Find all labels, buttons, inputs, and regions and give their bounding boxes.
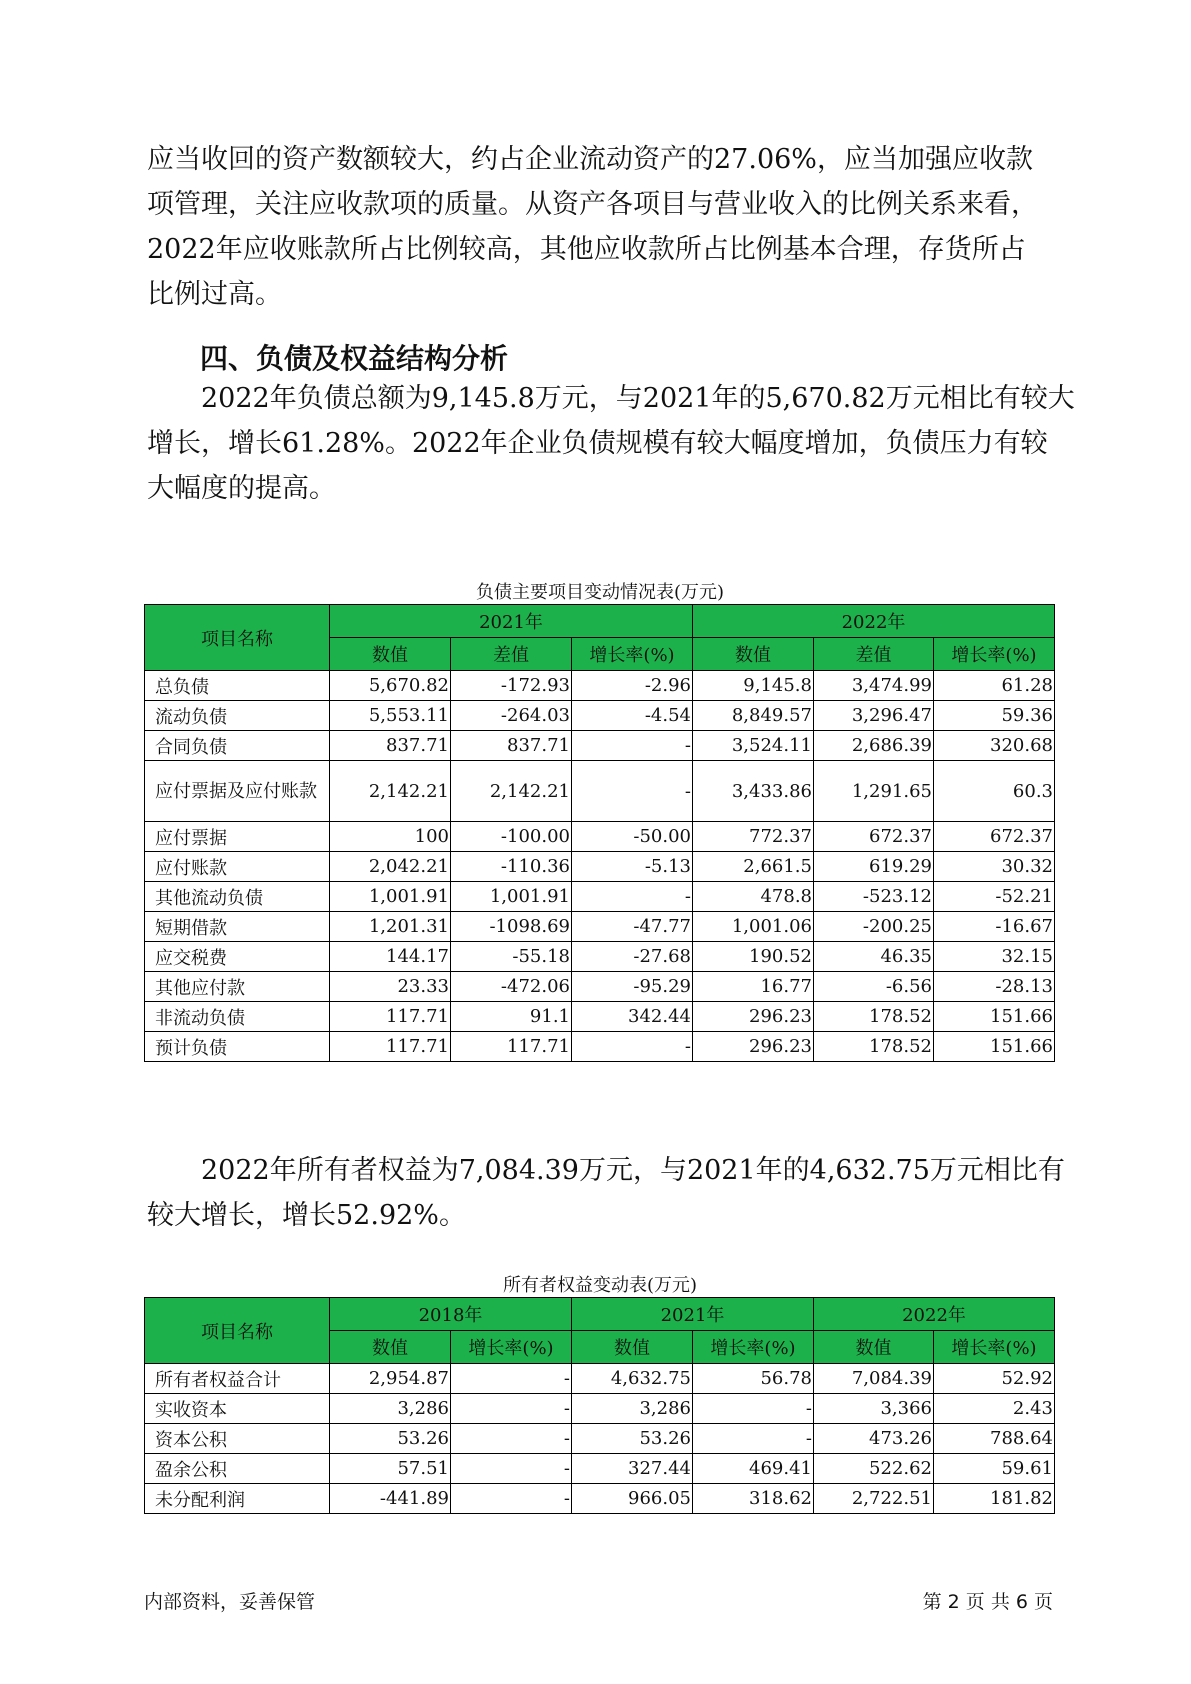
- table-cell: -: [451, 1454, 572, 1484]
- table-cell: 7,084.39: [814, 1364, 934, 1394]
- table-row: [145, 942, 1055, 972]
- table-cell: -1098.69: [451, 912, 572, 942]
- table-cell: -52.21: [934, 882, 1055, 912]
- column-header: 增长率(%): [451, 1331, 572, 1364]
- column-header: 数值: [330, 1331, 451, 1364]
- text-line: 应当收回的资产数额较大，约占企业流动资产的27.06%，应当加强应收款: [147, 144, 1033, 175]
- table-cell: 3,286: [572, 1394, 693, 1424]
- column-header: 数值: [330, 638, 451, 671]
- table-cell: 178.52: [814, 1002, 934, 1032]
- text-line: 项管理，关注应收款项的质量。从资产各项目与营业收入的比例关系来看，: [147, 189, 1038, 220]
- table-cell: -95.29: [572, 972, 693, 1002]
- liability-table: [144, 604, 1055, 1062]
- table-cell: 772.37: [693, 822, 814, 852]
- text-line: 大幅度的提高。: [147, 473, 336, 504]
- year-header: 2021年: [572, 1298, 814, 1331]
- column-header: 增长率(%): [693, 1331, 814, 1364]
- table-cell: 3,296.47: [814, 701, 934, 731]
- table-cell: 2,142.21: [330, 761, 451, 822]
- table-cell: 1,001.91: [330, 882, 451, 912]
- table-cell: 23.33: [330, 972, 451, 1002]
- table-cell: 181.82: [934, 1484, 1055, 1514]
- table-cell: 178.52: [814, 1032, 934, 1062]
- table-cell: 1,001.06: [693, 912, 814, 942]
- table-cell: -172.93: [451, 671, 572, 701]
- row-label: 流动负债: [145, 701, 330, 731]
- row-label: 应付账款: [145, 852, 330, 882]
- equity-table-caption: 所有者权益变动表(万元): [502, 1275, 698, 1296]
- year-header: 2022年: [693, 605, 1055, 638]
- table-cell: 53.26: [572, 1424, 693, 1454]
- table-cell: 2,686.39: [814, 731, 934, 761]
- table-cell: 296.23: [693, 1032, 814, 1062]
- table-row: [145, 731, 1055, 761]
- table-cell: -264.03: [451, 701, 572, 731]
- table-row: [145, 1484, 1055, 1514]
- table-cell: -2.96: [572, 671, 693, 701]
- table-cell: 5,670.82: [330, 671, 451, 701]
- table-cell: -: [451, 1394, 572, 1424]
- column-header: 数值: [693, 638, 814, 671]
- column-header: 增长率(%): [934, 1331, 1055, 1364]
- column-header: 增长率(%): [934, 638, 1055, 671]
- table-cell: 837.71: [451, 731, 572, 761]
- table-cell: -200.25: [814, 912, 934, 942]
- table-cell: 619.29: [814, 852, 934, 882]
- table-cell: 32.15: [934, 942, 1055, 972]
- table-cell: -: [693, 1394, 814, 1424]
- table-row: [145, 1424, 1055, 1454]
- table-cell: 2.43: [934, 1394, 1055, 1424]
- text-line: 2022年负债总额为9,145.8万元，与2021年的5,670.82万元相比有较大: [147, 383, 1075, 414]
- table-row: [145, 671, 1055, 701]
- table-cell: 100: [330, 822, 451, 852]
- table-cell: -16.67: [934, 912, 1055, 942]
- liability-paragraph: [147, 376, 1075, 511]
- table-cell: -5.13: [572, 852, 693, 882]
- row-label: 盈余公积: [145, 1454, 330, 1484]
- table-cell: 117.71: [330, 1002, 451, 1032]
- table-cell: 151.66: [934, 1032, 1055, 1062]
- row-label: 实收资本: [145, 1394, 330, 1424]
- table-cell: 3,366: [814, 1394, 934, 1424]
- row-label: 应付票据及应付账款: [145, 761, 330, 822]
- row-label: 所有者权益合计: [145, 1364, 330, 1394]
- table-cell: 3,474.99: [814, 671, 934, 701]
- table-cell: -: [451, 1484, 572, 1514]
- table-row: [145, 852, 1055, 882]
- row-label: 其他流动负债: [145, 882, 330, 912]
- table-cell: 320.68: [934, 731, 1055, 761]
- table-cell: -: [572, 882, 693, 912]
- table-cell: 5,553.11: [330, 701, 451, 731]
- year-header: 2022年: [814, 1298, 1055, 1331]
- row-label: 资本公积: [145, 1424, 330, 1454]
- table-cell: 59.61: [934, 1454, 1055, 1484]
- text-line: 2022年所有者权益为7,084.39万元，与2021年的4,632.75万元相比有: [147, 1155, 1065, 1186]
- table-cell: 60.3: [934, 761, 1055, 822]
- table-cell: 59.36: [934, 701, 1055, 731]
- year-header: 2021年: [330, 605, 693, 638]
- table-row: [145, 1454, 1055, 1484]
- table-cell: -: [451, 1364, 572, 1394]
- table-cell: 2,042.21: [330, 852, 451, 882]
- table-row: [145, 1032, 1055, 1062]
- table-cell: 2,722.51: [814, 1484, 934, 1514]
- table-cell: 52.92: [934, 1364, 1055, 1394]
- table-cell: 3,433.86: [693, 761, 814, 822]
- table-row: [145, 912, 1055, 942]
- table-cell: -: [693, 1424, 814, 1454]
- section-heading: 四、负债及权益结构分析: [200, 342, 509, 375]
- table-cell: 522.62: [814, 1454, 934, 1484]
- table-cell: 61.28: [934, 671, 1055, 701]
- column-header: 增长率(%): [572, 638, 693, 671]
- row-label: 总负债: [145, 671, 330, 701]
- year-header: 2018年: [330, 1298, 572, 1331]
- table-cell: 3,524.11: [693, 731, 814, 761]
- footer-confidential-note: 内部资料，妥善保管: [144, 1591, 316, 1613]
- table-cell: 478.8: [693, 882, 814, 912]
- text-line: 2022年应收账款所占比例较高，其他应收款所占比例基本合理，存货所占: [147, 234, 1026, 265]
- table-cell: 56.78: [693, 1364, 814, 1394]
- row-label: 应交税费: [145, 942, 330, 972]
- table-cell: 57.51: [330, 1454, 451, 1484]
- name-column-header: 项目名称: [145, 605, 330, 671]
- table-row: [145, 882, 1055, 912]
- table-cell: 151.66: [934, 1002, 1055, 1032]
- liability-table-caption: 负债主要项目变动情况表(万元): [475, 582, 725, 603]
- table-cell: -6.56: [814, 972, 934, 1002]
- table-cell: 672.37: [934, 822, 1055, 852]
- intro-paragraph: [147, 137, 1053, 317]
- column-header: 差值: [451, 638, 572, 671]
- table-cell: 2,954.87: [330, 1364, 451, 1394]
- table-cell: 327.44: [572, 1454, 693, 1484]
- table-row: [145, 1394, 1055, 1424]
- table-row: [145, 1002, 1055, 1032]
- table-cell: 296.23: [693, 1002, 814, 1032]
- table-cell: 2,142.21: [451, 761, 572, 822]
- table-cell: 469.41: [693, 1454, 814, 1484]
- table-cell: -: [572, 731, 693, 761]
- table-cell: 16.77: [693, 972, 814, 1002]
- table-cell: -27.68: [572, 942, 693, 972]
- table-cell: -: [451, 1424, 572, 1454]
- row-label: 非流动负债: [145, 1002, 330, 1032]
- table-cell: 966.05: [572, 1484, 693, 1514]
- table-cell: -: [572, 1032, 693, 1062]
- table-cell: 144.17: [330, 942, 451, 972]
- table-cell: -523.12: [814, 882, 934, 912]
- table-row: [145, 701, 1055, 731]
- text-line: 增长，增长61.28%。2022年企业负债规模有较大幅度增加，负债压力有较: [147, 428, 1048, 459]
- table-cell: 9,145.8: [693, 671, 814, 701]
- table-cell: 3,286: [330, 1394, 451, 1424]
- table-cell: 117.71: [330, 1032, 451, 1062]
- table-cell: -4.54: [572, 701, 693, 731]
- row-label: 合同负债: [145, 731, 330, 761]
- table-cell: -472.06: [451, 972, 572, 1002]
- table-cell: 837.71: [330, 731, 451, 761]
- equity-table: [144, 1297, 1055, 1514]
- table-cell: -28.13: [934, 972, 1055, 1002]
- table-cell: 4,632.75: [572, 1364, 693, 1394]
- row-label: 预计负债: [145, 1032, 330, 1062]
- table-cell: -441.89: [330, 1484, 451, 1514]
- table-cell: -55.18: [451, 942, 572, 972]
- table-cell: -110.36: [451, 852, 572, 882]
- text-line: 较大增长，增长52.92%。: [147, 1200, 466, 1231]
- table-cell: 1,291.65: [814, 761, 934, 822]
- table-row: [145, 822, 1055, 852]
- text-line: 比例过高。: [147, 279, 282, 310]
- equity-paragraph: [147, 1148, 1065, 1238]
- table-cell: 342.44: [572, 1002, 693, 1032]
- table-cell: -47.77: [572, 912, 693, 942]
- table-cell: -100.00: [451, 822, 572, 852]
- table-cell: 190.52: [693, 942, 814, 972]
- column-header: 数值: [572, 1331, 693, 1364]
- table-cell: -50.00: [572, 822, 693, 852]
- table-row: [145, 972, 1055, 1002]
- table-cell: 30.32: [934, 852, 1055, 882]
- table-cell: 788.64: [934, 1424, 1055, 1454]
- table-cell: 117.71: [451, 1032, 572, 1062]
- row-label: 短期借款: [145, 912, 330, 942]
- table-cell: 1,201.31: [330, 912, 451, 942]
- table-cell: 473.26: [814, 1424, 934, 1454]
- column-header: 数值: [814, 1331, 934, 1364]
- table-cell: 672.37: [814, 822, 934, 852]
- column-header: 差值: [814, 638, 934, 671]
- table-cell: 8,849.57: [693, 701, 814, 731]
- table-cell: 46.35: [814, 942, 934, 972]
- table-cell: 2,661.5: [693, 852, 814, 882]
- table-row: [145, 1364, 1055, 1394]
- table-cell: 318.62: [693, 1484, 814, 1514]
- name-column-header: 项目名称: [145, 1298, 330, 1364]
- row-label: 其他应付款: [145, 972, 330, 1002]
- table-cell: 53.26: [330, 1424, 451, 1454]
- table-cell: 1,001.91: [451, 882, 572, 912]
- table-row: [145, 761, 1055, 822]
- table-cell: 91.1: [451, 1002, 572, 1032]
- row-label: 应付票据: [145, 822, 330, 852]
- row-label: 未分配利润: [145, 1484, 330, 1514]
- footer-page-number: 第 2 页 共 6 页: [922, 1591, 1053, 1613]
- table-cell: -: [572, 761, 693, 822]
